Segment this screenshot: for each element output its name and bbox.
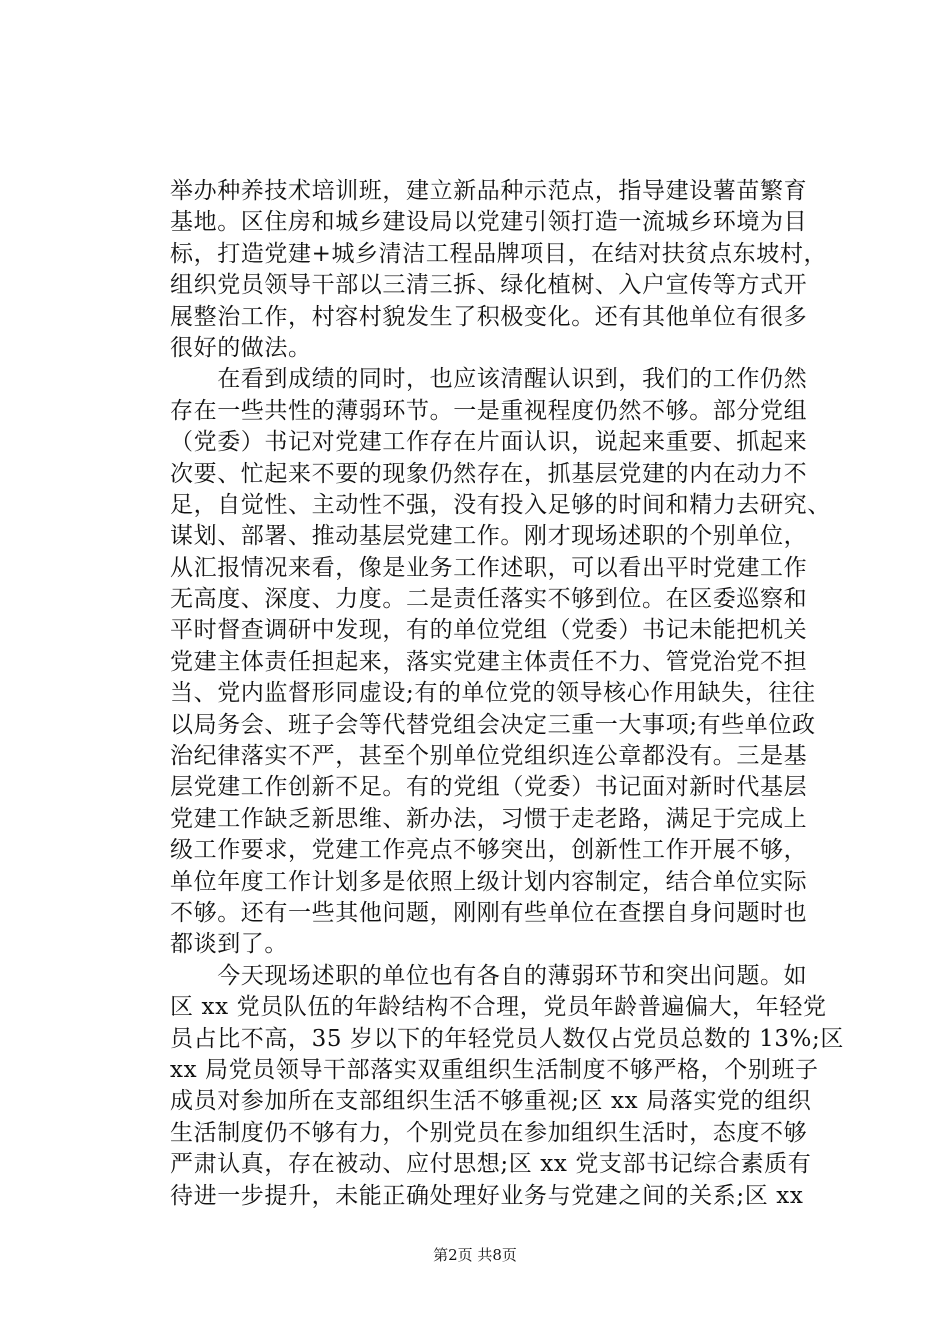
text-line: 以局务会、班子会等代替党组会决定三重一大事项;有些单位政 <box>170 711 816 738</box>
text-line: 今天现场述职的单位也有各自的薄弱环节和突出问题。如 <box>170 962 808 989</box>
text-line: 从汇报情况来看，像是业务工作述职，可以看出平时党建工作 <box>170 554 808 581</box>
text-line: 单位年度工作计划多是依照上级计划内容制定，结合单位实际 <box>170 868 808 895</box>
text-line: 治纪律落实不严，甚至个别单位党组织连公章都没有。三是基 <box>170 743 808 770</box>
text-line: 足，自觉性、主动性不强，没有投入足够的时间和精力去研究、 <box>170 491 831 518</box>
text-line: 组织党员领导干部以三清三拆、绿化植树、入户宣传等方式开 <box>170 272 808 299</box>
body-text <box>170 176 844 1212</box>
text-line: 存在一些共性的薄弱环节。一是重视程度仍然不够。部分党组 <box>170 397 808 424</box>
text-line: 举办种养技术培训班，建立新品种示范点，指导建设薯苗繁育 <box>170 178 808 204</box>
text-line: 谋划、部署、推动基层党建工作。刚才现场述职的个别单位， <box>170 523 808 550</box>
text-line: 生活制度仍不够有力，个别党员在参加组织生活时，态度不够 <box>170 1119 808 1146</box>
text-line: 党建主体责任担起来，落实党建主体责任不力、管党治党不担 <box>170 648 808 675</box>
text-line: （党委）书记对党建工作存在片面认识，说起来重要、抓起来 <box>170 429 808 456</box>
text-line: 平时督查调研中发现，有的单位党组（党委）书记未能把机关 <box>170 617 808 644</box>
text-line: 当、党内监督形同虚设;有的单位党的领导核心作用缺失，往往 <box>170 680 816 707</box>
text-line: 待进一步提升，未能正确处理好业务与党建之间的关系;区 xx <box>170 1182 804 1209</box>
text-line: 无高度、深度、力度。二是责任落实不够到位。在区委巡察和 <box>170 586 808 613</box>
text-line: 区 xx 党员队伍的年龄结构不合理，党员年龄普遍偏大，年轻党 <box>170 994 827 1021</box>
text-line: 员占比不高，35 岁以下的年轻党员人数仅占党员总数的 13%;区 <box>170 1025 844 1052</box>
text-line: 很好的做法。 <box>170 334 312 361</box>
text-line: 不够。还有一些其他问题，刚刚有些单位在查摆自身问题时也 <box>170 899 808 926</box>
text-line: 展整治工作，村容村貌发生了积极变化。还有其他单位有很多 <box>170 303 808 330</box>
text-line: 严肃认真，存在被动、应付思想;区 xx 党支部书记综合素质有 <box>170 1151 812 1178</box>
text-line: 成员对参加所在支部组织生活不够重视;区 xx 局落实党的组织 <box>170 1088 812 1115</box>
text-line: 都谈到了。 <box>170 931 288 958</box>
text-line: 在看到成绩的同时，也应该清醒认识到，我们的工作仍然 <box>170 366 808 393</box>
text-line: 层党建工作创新不足。有的党组（党委）书记面对新时代基层 <box>170 774 808 801</box>
text-line: 基地。区住房和城乡建设局以党建引领打造一流城乡环境为目 <box>170 209 808 236</box>
page-number-footer: 第2页 共8页 <box>433 1246 517 1264</box>
text-line: 级工作要求，党建工作亮点不够突出，创新性工作开展不够， <box>170 837 808 864</box>
text-line: xx 局党员领导干部落实双重组织生活制度不够严格，个别班子 <box>170 1056 819 1083</box>
text-line: 党建工作缺乏新思维、新办法，习惯于走老路，满足于完成上 <box>170 805 808 832</box>
text-line: 次要、忙起来不要的现象仍然存在，抓基层党建的内在动力不 <box>170 460 808 487</box>
text-line: 标，打造党建+城乡清洁工程品牌项目，在结对扶贫点东坡村， <box>170 240 828 267</box>
